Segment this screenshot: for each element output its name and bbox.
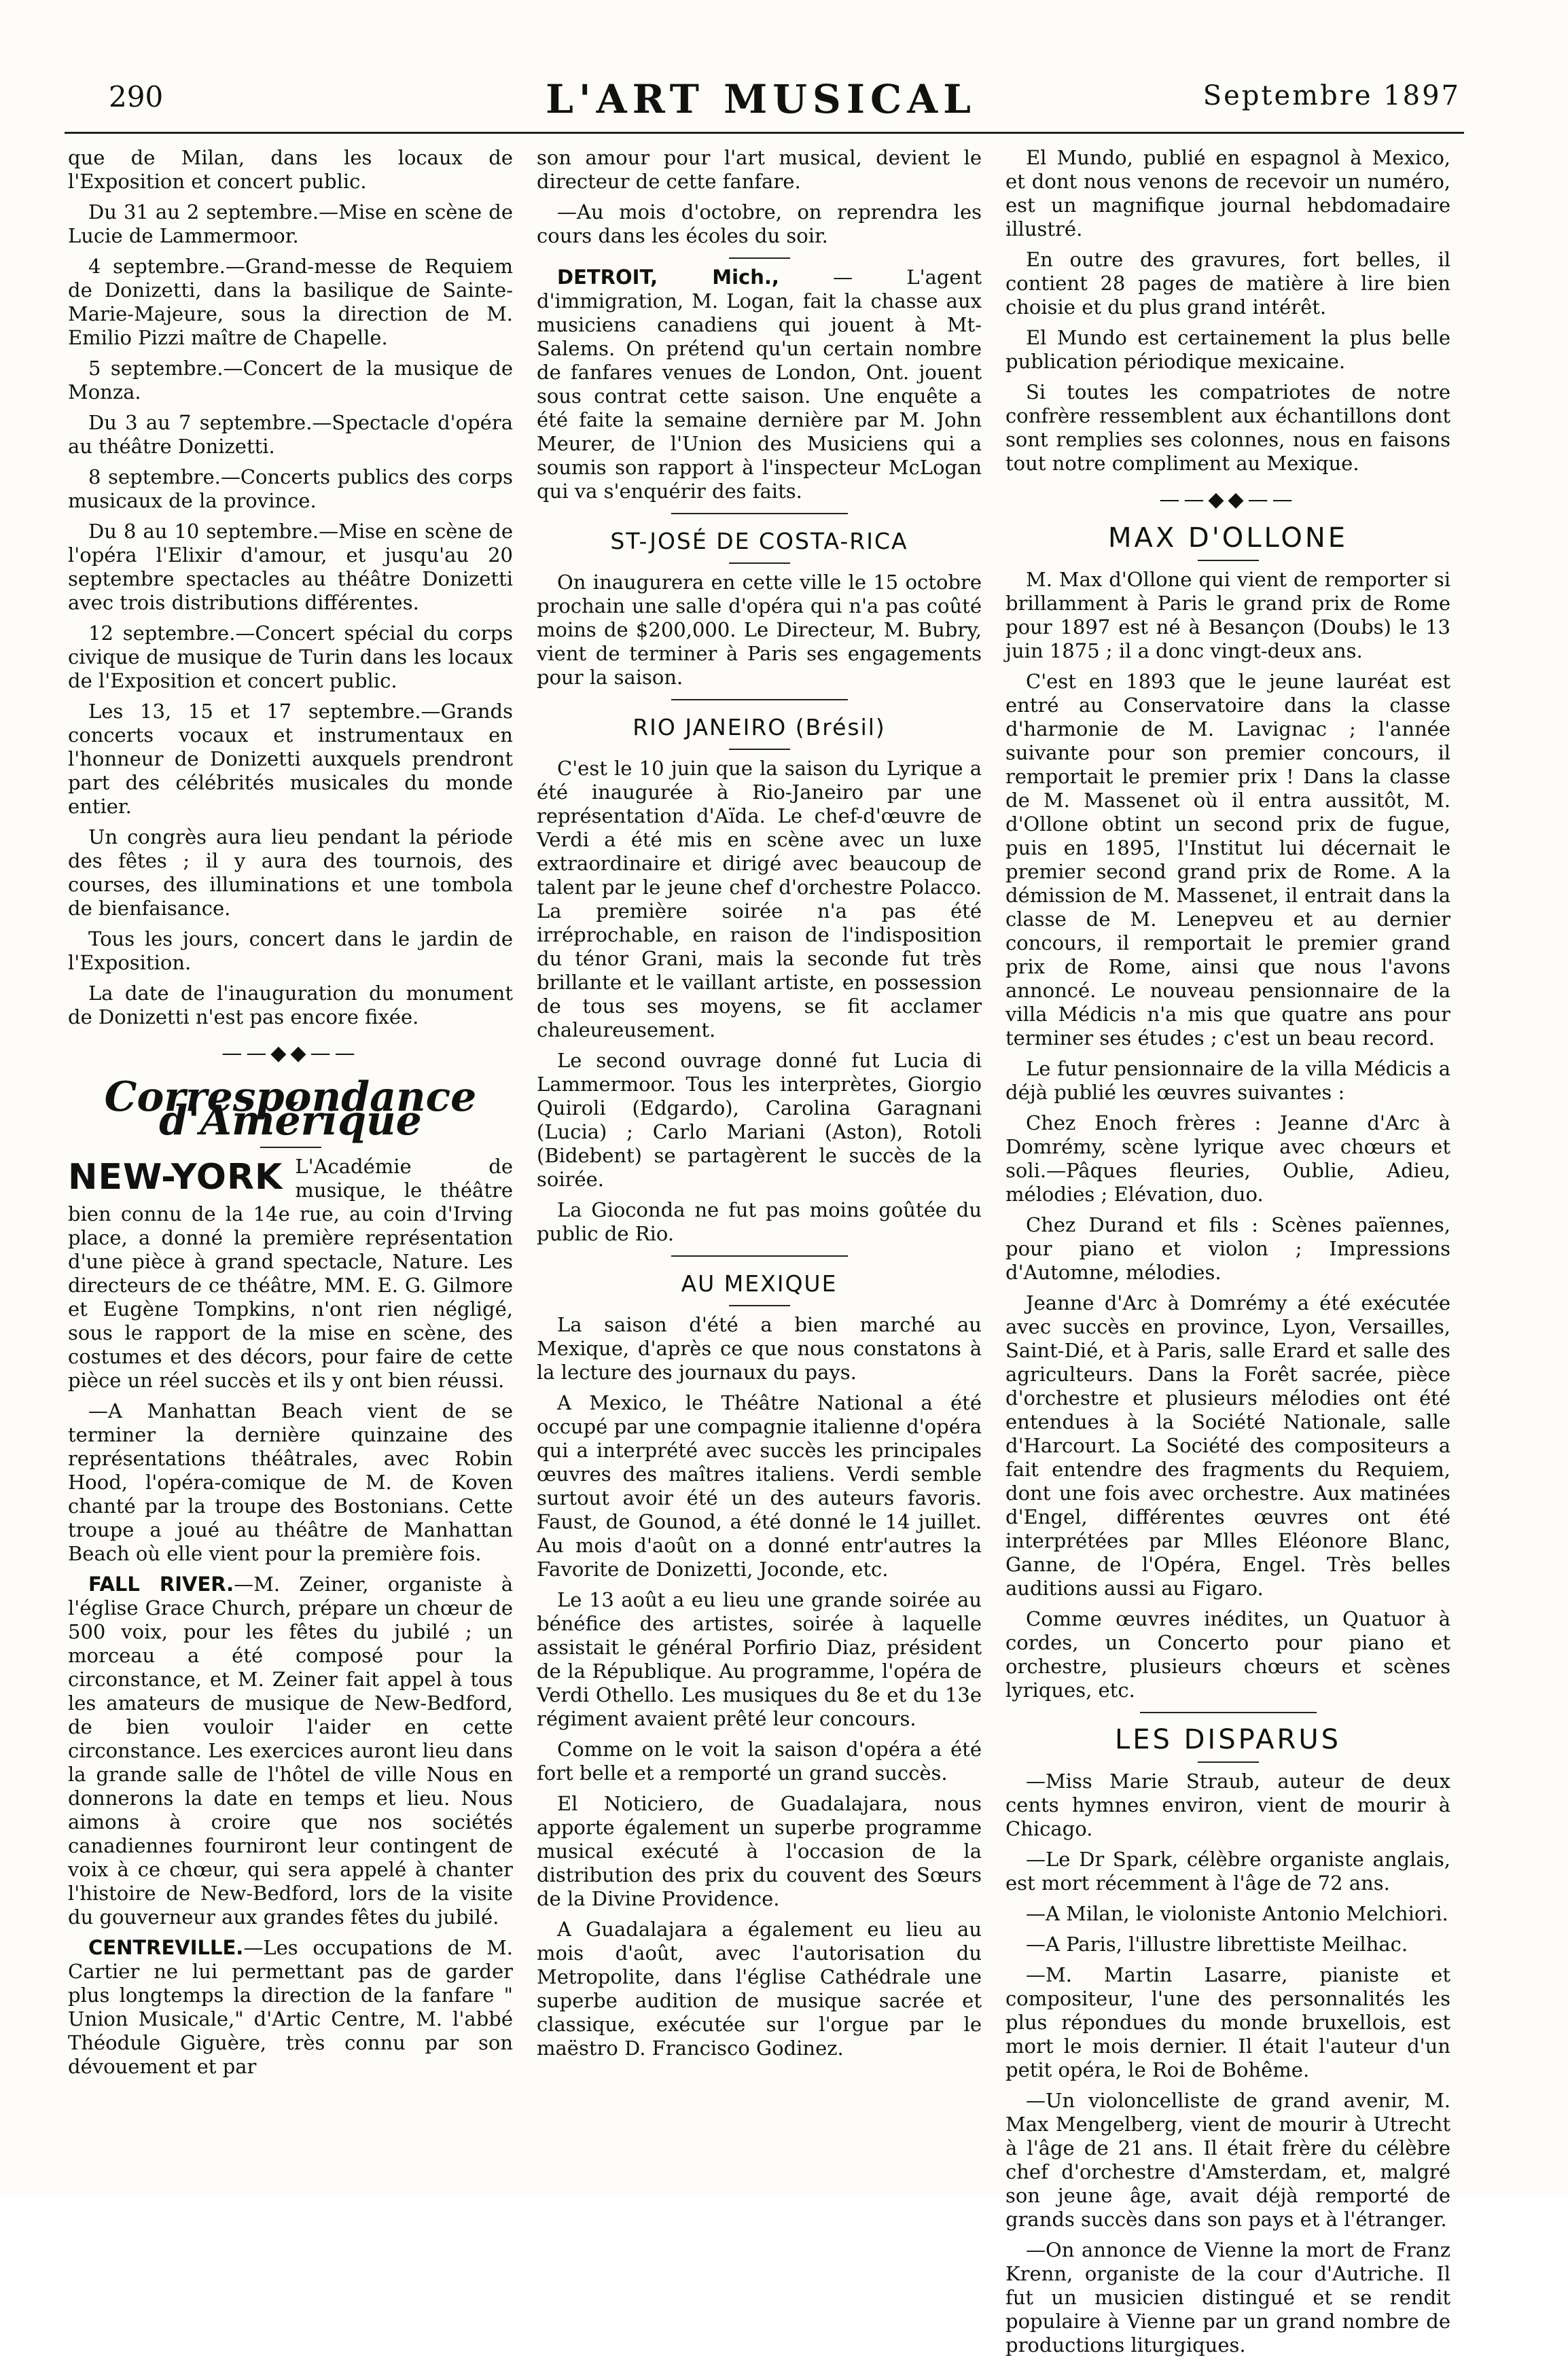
detroit-title: DETROIT, Mich., [557, 266, 779, 289]
section-title-ollone: MAX D'OLLONE [1107, 522, 1349, 554]
paragraph: Comme on le voit la saison d'opéra a été fort belle et a remporté un grand succès. [537, 1738, 982, 1785]
paragraph: Tous les jours, concert dans le jardin de l'Exposition. [68, 927, 513, 974]
centreville-article [68, 1936, 513, 2079]
section-heading-correspondance: Correspondance d'Amérique [104, 1073, 477, 1145]
header-rule [65, 132, 1464, 134]
centreville-text: —Les occupations de M. Cartier ne lui permettant pas de garder plus longtemps la direction de la fanfare " Union Musicale," d'Artic Centre, M. l'abbé Théodule Giguère, très connu par son dévouement et par [68, 1936, 513, 2078]
paragraph: Chez Durand et fils : Scènes païennes, pour piano et violon ; Impressions d'Automne, mélodies. [1005, 1213, 1450, 1284]
paragraph: Comme œuvres inédites, un Quatuor à cordes, un Concerto pour piano et orchestre, plusieurs chœurs et scènes lyriques, etc. [1005, 1607, 1450, 1702]
paragraph: 4 septembre.—Grand-messe de Requiem de Donizetti, dans la basilique de Sainte-Marie-Majeure, sous la direction de M. Emilio Pizzi maître de Chapelle. [68, 255, 513, 349]
divider [260, 1147, 321, 1148]
section-title-disparus: LES DISPARUS [1114, 1724, 1342, 1755]
divider [1198, 1761, 1259, 1763]
section-title-mexique: AU MEXIQUE [681, 1270, 838, 1297]
divider [729, 562, 790, 564]
divider [729, 749, 790, 750]
fall-river-text: —M. Zeiner, organiste à l'église Grace Church, prépare un chœur de 500 voix, pour les fêtes du jubilé ; un morceau a été composé pour la circonstance, et M. Zeiner fait appel à tous les amateurs de musique de New-Bedford, de bien vouloir l'aider en cette circonstance. Les exercices auront lieu dans la grande salle de l'hôtel de ville Nous en donnerons la date en temps et lieu. Nous aimons à croire que nos sociétés canadiennes fourniront leur contingent de voix à ce chœur, qui sera appelé à chanter l'histoire de New-Bedford, lors de la visite du gouverneur aux grandes fêtes du jubilé. [68, 1573, 513, 1929]
paragraph: —A Paris, l'illustre librettiste Meilhac. [1026, 1933, 1408, 1956]
paragraph: —A Milan, le violoniste Antonio Melchiori. [1026, 1902, 1448, 1925]
masthead: L'ART MUSICAL [546, 76, 976, 122]
paragraph: —A Manhattan Beach vient de se terminer la dernière quinzaine des représentations théâtrales, avec Robin Hood, l'opéra-comique de M. de Koven chanté par la troupe des Bostonians. Cette troupe a joué au théâtre de Manhattan Beach où elle vient pour la première fois. [68, 1399, 513, 1565]
centreville-title: CENTREVILLE. [88, 1936, 244, 1959]
paragraph: —Au mois d'octobre, on reprendra les cours dans les écoles du soir. [537, 200, 982, 247]
divider [671, 1255, 848, 1257]
paragraph: La date de l'inauguration du monument de Donizetti n'est pas encore fixée. [68, 982, 513, 1028]
paragraph: On inaugurera en cette ville le 15 octobre prochain une salle d'opéra qui n'a pas coûté moins de $200,000. Le Directeur, M. Bubry, vient de terminer à Paris ses engagements pour la saison. [537, 571, 982, 689]
section-title-rio: RIO JANEIRO (Brésil) [632, 714, 886, 740]
paragraph: A Guadalajara a également eu lieu au mois d'août, avec l'autorisation du Metropolite, dans l'église Cathédrale une superbe audition de musique sacrée et classique, exécutée sur l'orgue par le maëstro D. Francisco Godinez. [537, 1918, 982, 2060]
paragraph: —On annonce de Vienne la mort de Franz Krenn, organiste de la cour d'Autriche. Il fut un musicien distingué et se rendit populaire à Vienne par un grand nombre de productions liturgiques. [1005, 2238, 1450, 2357]
paragraph: C'est le 10 juin que la saison du Lyrique a été inaugurée à Rio-Janeiro par une représentation d'Aïda. Le chef-d'œuvre de Verdi a été mis en scène avec un luxe extraordinaire et dirigé avec beaucoup de talent par le jeune chef d'orchestre Polacco. La première soirée n'a pas été irréprochable, en raison de l'indisposition du ténor Grani, mais la seconde fut très brillante et le vaillant artiste, en possession de tous ses moyens, se fit acclamer chaleureusement. [537, 757, 982, 1041]
column-3 [1005, 146, 1450, 2364]
paragraph: son amour pour l'art musical, devient le directeur de cette fanfare. [537, 146, 982, 193]
paragraph: Chez Enoch frères : Jeanne d'Arc à Domrémy, scène lyrique avec chœurs et soli.—Pâques fleuries, Oublie, Adieu, mélodies ; Elévation, duo. [1005, 1111, 1450, 1206]
paragraph: Le 13 août a eu lieu une grande soirée au bénéfice des artistes, soirée à laquelle assistait le général Porfirio Diaz, président de la République. Au programme, l'opéra de Verdi Othello. Les musiques du 8e et du 13e régiment avaient prêté leur concours. [537, 1588, 982, 1730]
paragraph: La Gioconda ne fut pas moins goûtée du public de Rio. [537, 1198, 982, 1245]
ornament-divider: ——◆◆—— [1159, 488, 1297, 512]
paragraph: —Le Dr Spark, célèbre organiste anglais, est mort récemment à l'âge de 72 ans. [1005, 1848, 1450, 1895]
paragraph: 8 septembre.—Concerts publics des corps musicaux de la province. [68, 465, 513, 512]
paragraph: A Mexico, le Théâtre National a été occupé par une compagnie italienne d'opéra qui a interprété avec succès les principales œuvres des maîtres italiens. Verdi semble surtout avoir été un des auteurs favoris. Faust, de Gounod, a été donné le 14 juillet. Au mois d'août on a donné entr'autres la Favorite de Donizetti, Joconde, etc. [537, 1391, 982, 1581]
new-york-title: NEW-YORK [68, 1157, 283, 1198]
paragraph: 5 septembre.—Concert de la musique de Monza. [68, 357, 513, 404]
paragraph: Du 31 au 2 septembre.—Mise en scène de Lucie de Lammermoor. [68, 200, 513, 247]
issue-date: Septembre 1897 [1202, 80, 1461, 111]
column-1 [68, 146, 513, 2085]
page-number: 290 [109, 80, 164, 113]
paragraph: M. Max d'Ollone qui vient de remporter si brillamment à Paris le grand prix de Rome pour 1897 est né à Besançon (Doubs) le 13 juin 1875 ; il a donc vingt-deux ans. [1005, 568, 1450, 662]
paragraph: que de Milan, dans les locaux de l'Exposition et concert public. [68, 146, 513, 193]
paragraph: 12 septembre.—Concert spécial du corps civique de musique de Turin dans les locaux de l'Exposition et concert public. [68, 622, 513, 692]
divider [729, 257, 790, 259]
detroit-text: — L'agent d'immigration, M. Logan, fait la chasse aux musiciens canadiens qui jouent à Mt-Salems. On prétend qu'un certain nombre de fanfares venues de London, Ont. jouent sous contrat cette saison. Une enquête a été faite la semaine dernière par M. John Meurer, de l'Union des Musiciens qui a soumis son rapport à l'inspecteur McLogan qui va s'enquérir des faits. [537, 266, 982, 503]
divider [729, 1305, 790, 1306]
paragraph: —Un violoncelliste de grand avenir, M. Max Mengelberg, vient de mourir à Utrecht à l'âge de 21 ans. Il était frère du célèbre chef d'orchestre d'Amsterdam, et, malgré son jeune âge, avait déjà remporté de grands succès dans son pays et à l'étranger. [1005, 2089, 1450, 2231]
paragraph: Un congrès aura lieu pendant la période des fêtes ; il y aura des tournois, des courses, des illuminations et une tombola de bienfaisance. [68, 825, 513, 920]
new-york-article [68, 1155, 513, 1393]
fall-river-title: FALL RIVER. [88, 1573, 234, 1596]
divider [671, 699, 848, 700]
paragraph: El Mundo, publié en espagnol à Mexico, et dont nous venons de recevoir un numéro, est un magnifique journal hebdomadaire illustré. [1005, 146, 1450, 240]
fall-river-article [68, 1573, 513, 1929]
new-york-text: L'Académie de musique, le théâtre bien connu de la 14e rue, au coin d'Irving place, a donné la première représentation d'une pièce à grand spectacle, Nature. Les directeurs de ce théâtre, MM. E. G. Gilmore et Eugène Tompkins, n'ont rien négligé, sous le rapport de la mise en scène, des costumes et des décors, pour faire de cette pièce un réel succès et ils y ont bien réussi. [68, 1155, 513, 1392]
paragraph: Du 8 au 10 septembre.—Mise en scène de l'opéra l'Elixir d'amour, et jusqu'au 20 septembre spectacles au théâtre Donizetti avec trois distributions différentes. [68, 520, 513, 614]
paragraph: Les 13, 15 et 17 septembre.—Grands concerts vocaux et instrumentaux en l'honneur de Donizetti auxquels prendront part des célébrités musicales du monde entier. [68, 700, 513, 818]
detroit-article [537, 266, 982, 503]
paragraph: Du 3 au 7 septembre.—Spectacle d'opéra au théâtre Donizetti. [68, 411, 513, 458]
paragraph: La saison d'été a bien marché au Mexique, d'après ce que nous constatons à la lecture des journaux du pays. [537, 1313, 982, 1384]
paragraph: Si toutes les compatriotes de notre confrère ressemblent aux échantillons dont sont remplies ses colonnes, nous en faisons tout notre compliment au Mexique. [1005, 380, 1450, 475]
paragraph: —M. Martin Lasarre, pianiste et compositeur, l'une des personnalités les plus répondues du monde bruxellois, est mort le mois dernier. Il était l'auteur d'un petit opéra, le Roi de Bohême. [1005, 1963, 1450, 2081]
section-title-st-jose: ST-JOSÉ DE COSTA-RICA [610, 528, 908, 554]
paragraph: El Mundo est certainement la plus belle publication périodique mexicaine. [1005, 326, 1450, 373]
ornament-divider: ——◆◆—— [221, 1041, 359, 1065]
paragraph: —Miss Marie Straub, auteur de deux cents hymnes environ, vient de mourir à Chicago. [1005, 1770, 1450, 1840]
paragraph: Jeanne d'Arc à Domrémy a été exécutée avec succès en province, Lyon, Versailles, Saint-Dié, et à Paris, salle Erard et salle des agriculteurs. Dans la Forêt sacrée, pièce d'orchestre et plusieurs mélodies ont été entendues à la Société Nationale, salle d'Harcourt. La Société des compositeurs a fait entendre des fragments du Requiem, dont une fois avec orchestre. Aux matinées d'Engel, différentes œuvres ont été interprétées par Mlles Eléonore Blanc, Ganne, de l'Opéra, Engel. Très belles auditions aussi au Figaro. [1005, 1291, 1450, 1600]
paragraph: En outre des gravures, fort belles, il contient 28 pages de matière à lire bien choisie et du plus grand intérêt. [1005, 248, 1450, 319]
column-2 [537, 146, 982, 2067]
page-header [61, 76, 1461, 135]
paragraph: Le second ouvrage donné fut Lucia di Lammermoor. Tous les interprètes, Giorgio Quiroli (Edgardo), Carolina Garagnani (Lucia) ; Carlo Mariani (Aston), Rotoli (Bidebent) se partagèrent le succès de la soirée. [537, 1049, 982, 1191]
paragraph: Le futur pensionnaire de la villa Médicis a déjà publié les œuvres suivantes : [1005, 1057, 1450, 1104]
divider [671, 513, 848, 514]
paragraph: C'est en 1893 que le jeune lauréat est entré au Conservatoire dans la classe d'harmonie de M. Lavignac ; l'année suivante pour son premier concours, il remportait le premier prix ! Dans la classe de M. Massenet où il entra aussitôt, M. d'Ollone obtint un second prix de fugue, puis en 1895, l'Institut lui décernait le premier second grand prix de Rome. A la démission de M. Massenet, il entrait dans la classe de M. Lenepveu et au dernier concours, il remportait le premier grand prix de Rome, ainsi que nous l'avons annoncé. Le nouveau pensionnaire de la villa Médicis n'a mis que quatre ans pour terminer ses études ; c'est un beau record. [1005, 670, 1450, 1050]
divider [1198, 560, 1259, 561]
paragraph: El Noticiero, de Guadalajara, nous apporte également un superbe programme musical exécuté à l'occasion de la distribution des prix du couvent des Sœurs de la Divine Providence. [537, 1792, 982, 1910]
divider [1140, 1712, 1317, 1713]
